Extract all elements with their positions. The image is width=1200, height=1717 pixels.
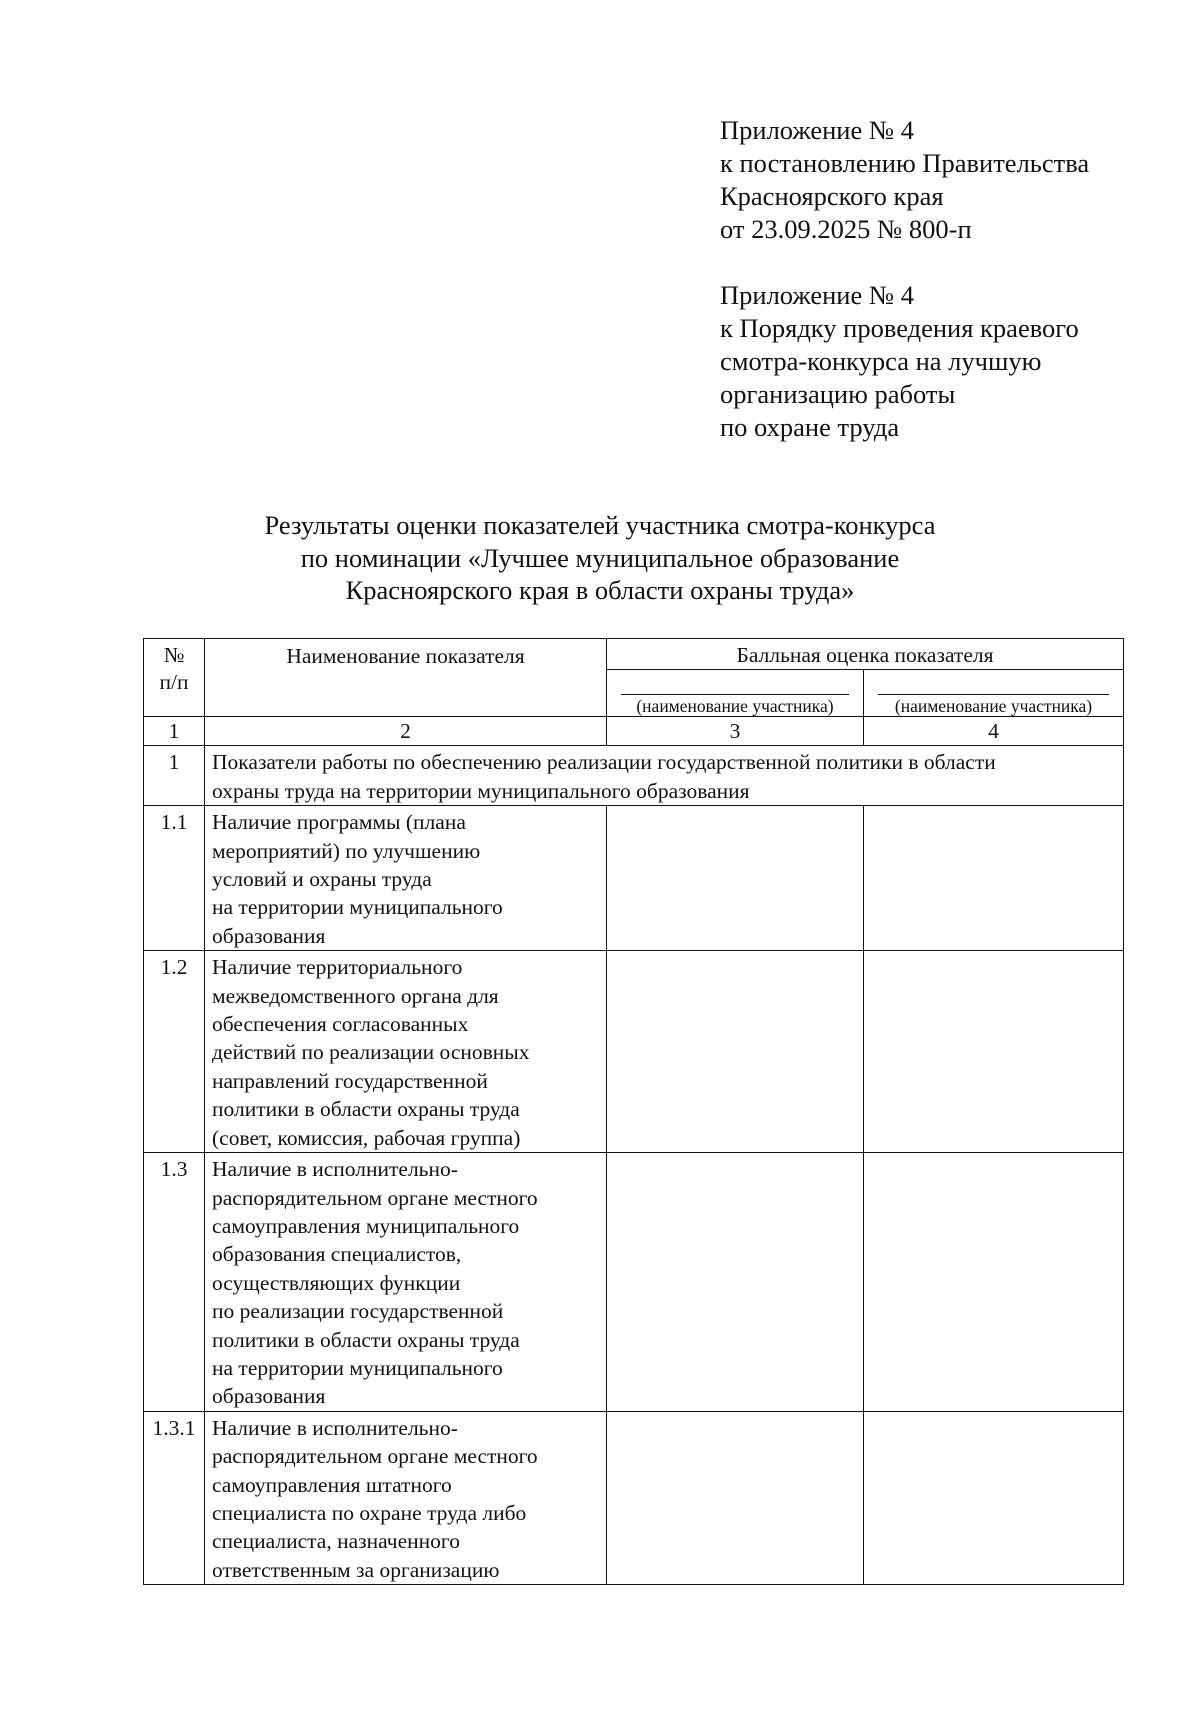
participant-2-cell <box>864 670 1124 717</box>
table-row <box>144 951 1124 1153</box>
indicator-line: на территории муниципального <box>212 1355 503 1380</box>
indicator-name <box>205 951 607 1153</box>
indicator-line: распорядительном органе местного <box>212 1185 538 1210</box>
title-line: Результаты оценки показателей участника смотра-конкурса <box>264 510 936 540</box>
indicator-line: самоуправления штатного <box>212 1472 452 1497</box>
column-index-cell: 4 <box>864 717 1124 746</box>
column-index-row <box>144 717 1124 746</box>
indicator-line: Наличие в исполнительно- <box>212 1157 458 1182</box>
appendix-line: организацию работы <box>720 379 956 409</box>
participant-1-label: (наименование участника) <box>636 696 834 717</box>
header-number-sign: № <box>163 643 185 667</box>
indicator-line: распорядительном органе местного <box>212 1444 538 1469</box>
document-title <box>0 509 1200 607</box>
table-header-row <box>144 639 1124 670</box>
column-index-cell: 1 <box>144 717 205 746</box>
score-cell-participant-1[interactable] <box>607 951 864 1153</box>
participant-2-underline <box>878 694 1109 695</box>
score-cell-participant-2[interactable] <box>864 1411 1124 1584</box>
indicator-line: на территории муниципального <box>212 895 503 920</box>
indicator-line: образования <box>212 1384 326 1409</box>
table-row <box>144 806 1124 951</box>
appendix-line: смотра-конкурса на лучшую <box>720 346 1042 376</box>
section-title <box>205 746 1124 806</box>
results-table <box>143 638 1124 1585</box>
indicator-line: (совет, комиссия, рабочая группа) <box>212 1125 521 1150</box>
header-name-cell: Наименование показателя <box>205 639 607 717</box>
indicator-line: Наличие программы (плана <box>212 810 466 835</box>
indicator-line: направлений государственной <box>212 1068 488 1093</box>
column-index-cell: 3 <box>607 717 864 746</box>
score-cell-participant-1[interactable] <box>607 1153 864 1412</box>
title-line: по номинации «Лучшее муниципальное образование <box>300 542 900 573</box>
appendix-line: по охране труда <box>720 412 900 442</box>
indicator-line: самоуправления муниципального <box>212 1213 520 1238</box>
indicator-line: политики в области охраны труда <box>212 1327 520 1352</box>
indicator-name <box>205 1411 607 1584</box>
indicator-line: специалиста, назначенного <box>212 1529 460 1554</box>
title-line: Красноярского края в области охраны труда» <box>345 575 855 605</box>
indicator-line: Наличие в исполнительно- <box>212 1415 458 1440</box>
indicator-line: образования специалистов, <box>212 1242 462 1267</box>
appendix-government-resolution <box>720 114 1089 246</box>
indicator-line: политики в области охраны труда <box>212 1097 520 1122</box>
participant-1-cell <box>607 670 864 717</box>
section-number: 1 <box>144 746 205 806</box>
header-score-cell: Балльная оценка показателя <box>607 639 1124 670</box>
table-row <box>144 1153 1124 1412</box>
table-row <box>144 1411 1124 1584</box>
indicator-line: специалиста по охране труда либо <box>212 1500 527 1525</box>
section-title-line: Показатели работы по обеспечению реализации государственной политики в области <box>212 750 996 775</box>
indicator-line: межведомственного органа для <box>212 983 499 1008</box>
appendix-line: от 23.09.2025 № 800-п <box>720 214 972 244</box>
row-number: 1.1 <box>144 806 205 951</box>
header-number-abbr: п/п <box>159 670 189 694</box>
row-number: 1.2 <box>144 951 205 1153</box>
column-index-cell: 2 <box>205 717 607 746</box>
section-title-line: охраны труда на территории муниципального образования <box>212 778 750 803</box>
indicator-line: Наличие территориального <box>212 955 463 980</box>
score-cell-participant-2[interactable] <box>864 951 1124 1153</box>
score-cell-participant-2[interactable] <box>864 806 1124 951</box>
participant-1-underline <box>621 694 849 695</box>
indicator-line: образования <box>212 923 326 948</box>
indicator-line: осуществляющих функции <box>212 1270 461 1295</box>
indicator-line: условий и охраны труда <box>212 867 432 892</box>
row-number: 1.3.1 <box>144 1411 205 1584</box>
appendix-line: к Порядку проведения краевого <box>720 313 1079 343</box>
appendix-line: Приложение № 4 <box>720 115 915 145</box>
appendix-procedure <box>720 279 1079 444</box>
indicator-line: ответственным за организацию <box>212 1557 500 1582</box>
score-cell-participant-1[interactable] <box>607 806 864 951</box>
indicator-line: мероприятий) по улучшению <box>212 838 481 863</box>
score-cell-participant-2[interactable] <box>864 1153 1124 1412</box>
header-number-cell <box>144 639 205 717</box>
indicator-line: действий по реализации основных <box>212 1040 530 1065</box>
indicator-name <box>205 1153 607 1412</box>
section-row <box>144 746 1124 806</box>
row-number: 1.3 <box>144 1153 205 1412</box>
indicator-line: обеспечения согласованных <box>212 1012 469 1037</box>
participant-2-label: (наименование участника) <box>894 696 1093 717</box>
appendix-line: к постановлению Правительства <box>720 148 1090 178</box>
score-cell-participant-1[interactable] <box>607 1411 864 1584</box>
appendix-line: Красноярского края <box>720 181 944 211</box>
indicator-line: по реализации государственной <box>212 1299 504 1324</box>
indicator-name <box>205 806 607 951</box>
appendix-line: Приложение № 4 <box>720 280 915 310</box>
